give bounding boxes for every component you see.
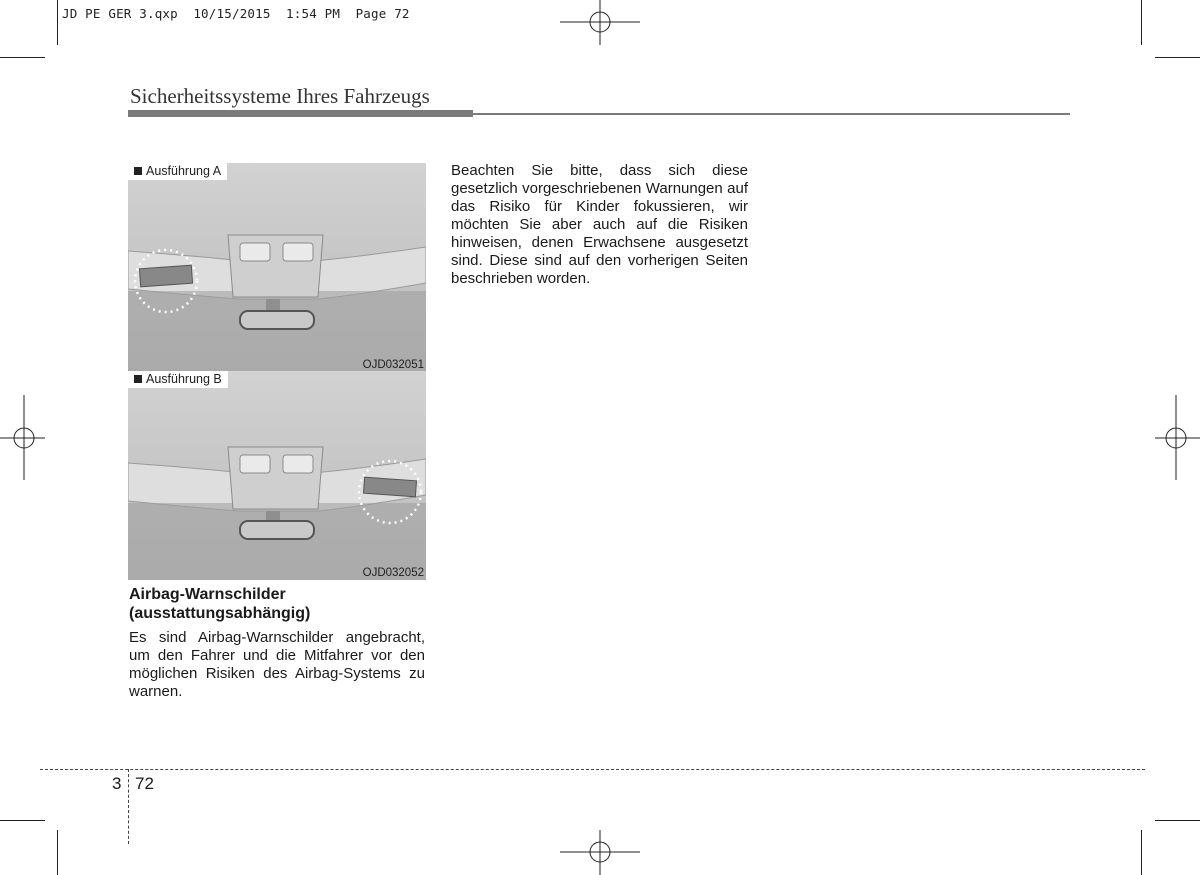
section-body: Es sind Airbag-Warnschilder angebracht, um den Fahrer und die Mitfahrer vor den möglichen Risiken des Airbag-Systems zu warnen. [129, 629, 425, 700]
title-rule-thick [128, 110, 473, 117]
figure-a-label-text: Ausführung A [146, 164, 222, 178]
chapter-title: Sicherheitssysteme Ihres Fahrzeugs [130, 84, 430, 108]
figure-a-code: OJD032051 [362, 359, 424, 371]
section-heading [129, 585, 429, 623]
title-rule-thin [473, 113, 1070, 115]
page-number: 72 [135, 774, 154, 793]
bullet-square-icon [134, 167, 142, 175]
section-heading-line1: Airbag-Warnschilder [129, 586, 286, 603]
footer-rule [40, 769, 1145, 770]
footer-divider [128, 769, 129, 844]
figure-variant-a [128, 163, 426, 372]
headliner-illustration-a [128, 163, 426, 372]
figure-a-label [128, 163, 227, 180]
section-heading-line2: (ausstattungsabhängig) [129, 605, 311, 622]
headliner-illustration-b [128, 371, 426, 580]
right-column-body: Beachten Sie bitte, dass sich diese gesetzlich vorgeschriebenen Warnungen auf das Risiko für Kinder fokussieren, wir möchten Sie aber auch auf die Risiken hinweisen, denen Erwachsene ausgesetzt sind. Diese sind auf den vorherigen Seiten beschrieben worden. [451, 162, 748, 287]
figure-b-code: OJD032052 [362, 567, 424, 579]
print-slug: JD PE GER 3.qxp 10/15/2015 1:54 PM Page 72 [62, 6, 410, 21]
figure-b-label-text: Ausführung B [146, 372, 222, 386]
bullet-square-icon [134, 375, 142, 383]
figure-variant-b [128, 371, 426, 580]
chapter-number: 3 [112, 774, 122, 793]
figure-b-label [128, 371, 228, 388]
